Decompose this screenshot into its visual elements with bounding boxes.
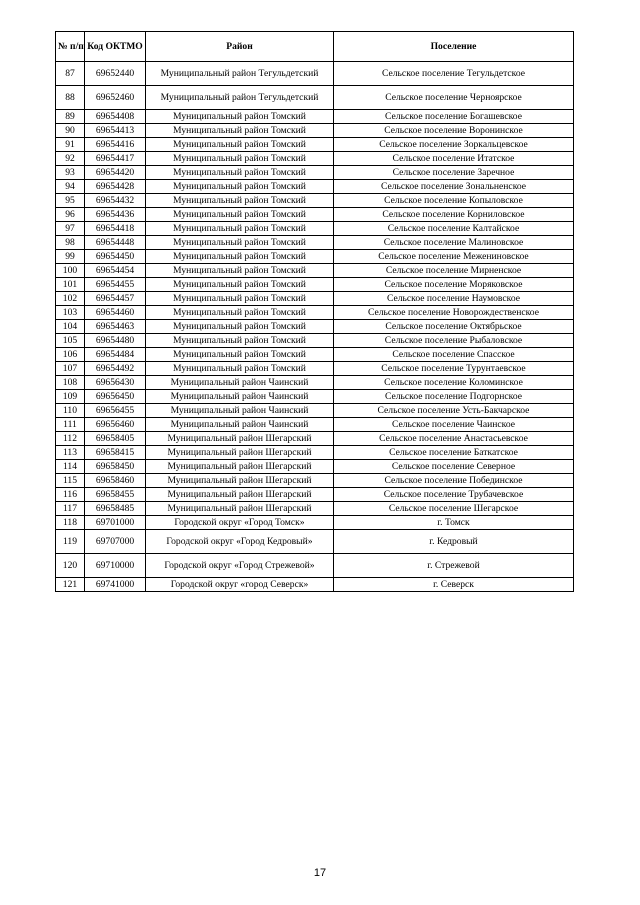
table-row <box>56 404 574 418</box>
cell-settlement: Сельское поселение Черноярское <box>334 86 574 110</box>
table-row <box>56 278 574 292</box>
cell-code: 69654417 <box>85 152 146 166</box>
cell-settlement: Сельское поселение Побединское <box>334 474 574 488</box>
cell-code: 69656460 <box>85 418 146 432</box>
table-row <box>56 460 574 474</box>
cell-code: 69741000 <box>85 578 146 592</box>
cell-settlement: Сельское поселение Моряковское <box>334 278 574 292</box>
table-row <box>56 264 574 278</box>
cell-num: 91 <box>56 138 85 152</box>
cell-num: 88 <box>56 86 85 110</box>
cell-settlement: Сельское поселение Калтайское <box>334 222 574 236</box>
cell-district: Муниципальный район Томский <box>146 152 334 166</box>
cell-settlement: Сельское поселение Мирненское <box>334 264 574 278</box>
cell-code: 69654450 <box>85 250 146 264</box>
cell-district: Муниципальный район Томский <box>146 194 334 208</box>
cell-num: 103 <box>56 306 85 320</box>
cell-district: Муниципальный район Томский <box>146 110 334 124</box>
oktmo-table <box>55 31 574 592</box>
table-row <box>56 194 574 208</box>
table-row <box>56 376 574 390</box>
cell-code: 69654432 <box>85 194 146 208</box>
table-row <box>56 152 574 166</box>
table-row <box>56 320 574 334</box>
cell-district: Муниципальный район Томский <box>146 348 334 362</box>
cell-district: Муниципальный район Томский <box>146 250 334 264</box>
table-row <box>56 222 574 236</box>
cell-num: 87 <box>56 62 85 86</box>
cell-code: 69654492 <box>85 362 146 376</box>
cell-settlement: Сельское поселение Турунтаевское <box>334 362 574 376</box>
cell-num: 106 <box>56 348 85 362</box>
cell-num: 101 <box>56 278 85 292</box>
cell-num: 108 <box>56 376 85 390</box>
cell-district: Муниципальный район Чаинский <box>146 390 334 404</box>
cell-district: Муниципальный район Чаинский <box>146 418 334 432</box>
table-row <box>56 516 574 530</box>
cell-num: 104 <box>56 320 85 334</box>
cell-district: Муниципальный район Шегарский <box>146 446 334 460</box>
cell-district: Муниципальный район Томский <box>146 320 334 334</box>
cell-code: 69658450 <box>85 460 146 474</box>
cell-settlement: Сельское поселение Северное <box>334 460 574 474</box>
cell-settlement: г. Стрежевой <box>334 554 574 578</box>
table-row <box>56 578 574 592</box>
table-row <box>56 530 574 554</box>
table-row <box>56 474 574 488</box>
cell-num: 97 <box>56 222 85 236</box>
cell-district: Муниципальный район Шегарский <box>146 432 334 446</box>
cell-num: 95 <box>56 194 85 208</box>
cell-settlement: Сельское поселение Зоркальцевское <box>334 138 574 152</box>
cell-district: Городской округ «Город Кедровый» <box>146 530 334 554</box>
table-row <box>56 362 574 376</box>
cell-district: Городской округ «Город Томск» <box>146 516 334 530</box>
cell-district: Муниципальный район Томский <box>146 222 334 236</box>
cell-num: 119 <box>56 530 85 554</box>
cell-num: 89 <box>56 110 85 124</box>
cell-district: Муниципальный район Чаинский <box>146 404 334 418</box>
table-header-row <box>56 32 574 62</box>
table-row <box>56 554 574 578</box>
cell-num: 118 <box>56 516 85 530</box>
cell-settlement: Сельское поселение Чаинское <box>334 418 574 432</box>
cell-district: Муниципальный район Томский <box>146 334 334 348</box>
cell-district: Муниципальный район Томский <box>146 306 334 320</box>
cell-district: Муниципальный район Томский <box>146 236 334 250</box>
cell-district: Муниципальный район Шегарский <box>146 474 334 488</box>
table-row <box>56 334 574 348</box>
cell-district: Муниципальный район Томский <box>146 362 334 376</box>
table-row <box>56 292 574 306</box>
cell-code: 69654463 <box>85 320 146 334</box>
cell-district: Муниципальный район Томский <box>146 278 334 292</box>
cell-code: 69654448 <box>85 236 146 250</box>
cell-num: 116 <box>56 488 85 502</box>
header-code: Код ОКТМО <box>85 32 146 62</box>
cell-settlement: Сельское поселение Баткатское <box>334 446 574 460</box>
cell-settlement: Сельское поселение Новорождественское <box>334 306 574 320</box>
table-row <box>56 180 574 194</box>
cell-num: 107 <box>56 362 85 376</box>
cell-num: 105 <box>56 334 85 348</box>
cell-num: 92 <box>56 152 85 166</box>
cell-district: Муниципальный район Чаинский <box>146 376 334 390</box>
cell-num: 115 <box>56 474 85 488</box>
cell-num: 111 <box>56 418 85 432</box>
cell-district: Муниципальный район Томский <box>146 124 334 138</box>
cell-num: 114 <box>56 460 85 474</box>
cell-settlement: Сельское поселение Подгорнское <box>334 390 574 404</box>
cell-settlement: Сельское поселение Наумовское <box>334 292 574 306</box>
header-district: Район <box>146 32 334 62</box>
cell-num: 102 <box>56 292 85 306</box>
header-settlement: Поселение <box>334 32 574 62</box>
cell-settlement: Сельское поселение Трубачевское <box>334 488 574 502</box>
cell-num: 100 <box>56 264 85 278</box>
cell-settlement: Сельское поселение Корниловское <box>334 208 574 222</box>
cell-code: 69656430 <box>85 376 146 390</box>
cell-district: Муниципальный район Томский <box>146 180 334 194</box>
cell-district: Муниципальный район Шегарский <box>146 488 334 502</box>
cell-settlement: Сельское поселение Воронинское <box>334 124 574 138</box>
cell-code: 69654420 <box>85 166 146 180</box>
cell-settlement: Сельское поселение Коломинское <box>334 376 574 390</box>
cell-num: 110 <box>56 404 85 418</box>
cell-code: 69654436 <box>85 208 146 222</box>
cell-settlement: Сельское поселение Итатское <box>334 152 574 166</box>
cell-num: 98 <box>56 236 85 250</box>
cell-num: 96 <box>56 208 85 222</box>
cell-num: 113 <box>56 446 85 460</box>
cell-num: 90 <box>56 124 85 138</box>
table-row <box>56 306 574 320</box>
cell-code: 69654413 <box>85 124 146 138</box>
cell-district: Муниципальный район Шегарский <box>146 460 334 474</box>
cell-district: Муниципальный район Томский <box>146 208 334 222</box>
cell-district: Городской округ «Город Стрежевой» <box>146 554 334 578</box>
cell-district: Муниципальный район Томский <box>146 166 334 180</box>
table-row <box>56 348 574 362</box>
cell-num: 117 <box>56 502 85 516</box>
cell-district: Муниципальный район Тегульдетский <box>146 62 334 86</box>
cell-code: 69654454 <box>85 264 146 278</box>
cell-district: Муниципальный район Тегульдетский <box>146 86 334 110</box>
cell-code: 69707000 <box>85 530 146 554</box>
cell-settlement: Сельское поселение Заречное <box>334 166 574 180</box>
cell-code: 69656450 <box>85 390 146 404</box>
cell-code: 69656455 <box>85 404 146 418</box>
cell-code: 69654428 <box>85 180 146 194</box>
cell-settlement: г. Кедровый <box>334 530 574 554</box>
table-row <box>56 390 574 404</box>
table-row <box>56 250 574 264</box>
cell-settlement: Сельское поселение Октябрьское <box>334 320 574 334</box>
cell-settlement: Сельское поселение Копыловское <box>334 194 574 208</box>
cell-settlement: Сельское поселение Зональненское <box>334 180 574 194</box>
cell-num: 99 <box>56 250 85 264</box>
cell-settlement: г. Северск <box>334 578 574 592</box>
cell-code: 69654460 <box>85 306 146 320</box>
cell-num: 112 <box>56 432 85 446</box>
table-row <box>56 418 574 432</box>
cell-code: 69654484 <box>85 348 146 362</box>
table-row <box>56 86 574 110</box>
cell-code: 69654418 <box>85 222 146 236</box>
cell-code: 69658460 <box>85 474 146 488</box>
cell-district: Муниципальный район Томский <box>146 264 334 278</box>
cell-code: 69654455 <box>85 278 146 292</box>
cell-settlement: Сельское поселение Анастасьевское <box>334 432 574 446</box>
table-row <box>56 488 574 502</box>
cell-settlement: Сельское поселение Богашевское <box>334 110 574 124</box>
cell-settlement: Сельское поселение Рыбаловское <box>334 334 574 348</box>
table-row <box>56 138 574 152</box>
cell-settlement: Сельское поселение Малиновское <box>334 236 574 250</box>
cell-settlement: Сельское поселение Шегарское <box>334 502 574 516</box>
header-num: № п/п <box>56 32 85 62</box>
cell-settlement: Сельское поселение Спасское <box>334 348 574 362</box>
table-row <box>56 432 574 446</box>
table-row <box>56 236 574 250</box>
table-row <box>56 208 574 222</box>
cell-code: 69652460 <box>85 86 146 110</box>
cell-num: 94 <box>56 180 85 194</box>
cell-district: Муниципальный район Шегарский <box>146 502 334 516</box>
cell-code: 69654480 <box>85 334 146 348</box>
cell-code: 69701000 <box>85 516 146 530</box>
cell-code: 69654457 <box>85 292 146 306</box>
cell-num: 109 <box>56 390 85 404</box>
cell-num: 93 <box>56 166 85 180</box>
table-row <box>56 446 574 460</box>
cell-district: Городской округ «город Северск» <box>146 578 334 592</box>
cell-settlement: г. Томск <box>334 516 574 530</box>
cell-num: 120 <box>56 554 85 578</box>
cell-code: 69658455 <box>85 488 146 502</box>
cell-code: 69710000 <box>85 554 146 578</box>
cell-district: Муниципальный район Томский <box>146 138 334 152</box>
table-body <box>56 62 574 592</box>
cell-settlement: Сельское поселение Усть-Бакчарское <box>334 404 574 418</box>
cell-code: 69654416 <box>85 138 146 152</box>
table-row <box>56 62 574 86</box>
table-row <box>56 110 574 124</box>
table-row <box>56 124 574 138</box>
cell-num: 121 <box>56 578 85 592</box>
table-row <box>56 502 574 516</box>
cell-code: 69654408 <box>85 110 146 124</box>
cell-code: 69658405 <box>85 432 146 446</box>
cell-code: 69658485 <box>85 502 146 516</box>
cell-settlement: Сельское поселение Тегульдетское <box>334 62 574 86</box>
cell-settlement: Сельское поселение Межениновское <box>334 250 574 264</box>
table-row <box>56 166 574 180</box>
cell-code: 69652440 <box>85 62 146 86</box>
cell-district: Муниципальный район Томский <box>146 292 334 306</box>
page-number: 17 <box>313 867 327 879</box>
cell-code: 69658415 <box>85 446 146 460</box>
